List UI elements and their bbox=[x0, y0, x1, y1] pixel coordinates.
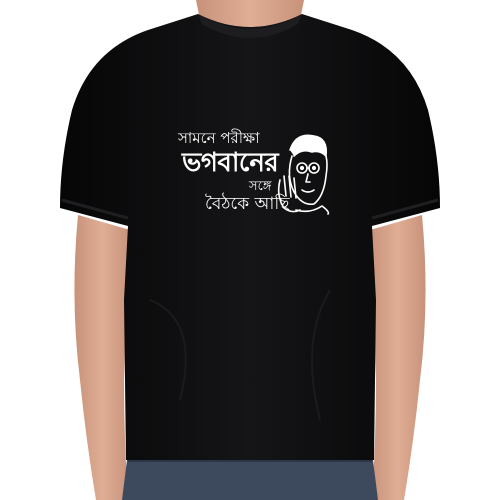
print-line-4: বৈঠকে আছি bbox=[205, 194, 290, 214]
left-arm bbox=[74, 215, 130, 500]
right-arm bbox=[370, 215, 426, 500]
print-line-1: সামনে পরীক্ষা bbox=[178, 129, 260, 147]
print-line-3: সঙ্গে bbox=[249, 179, 272, 194]
print-line-2: ভগবানের bbox=[182, 148, 279, 178]
